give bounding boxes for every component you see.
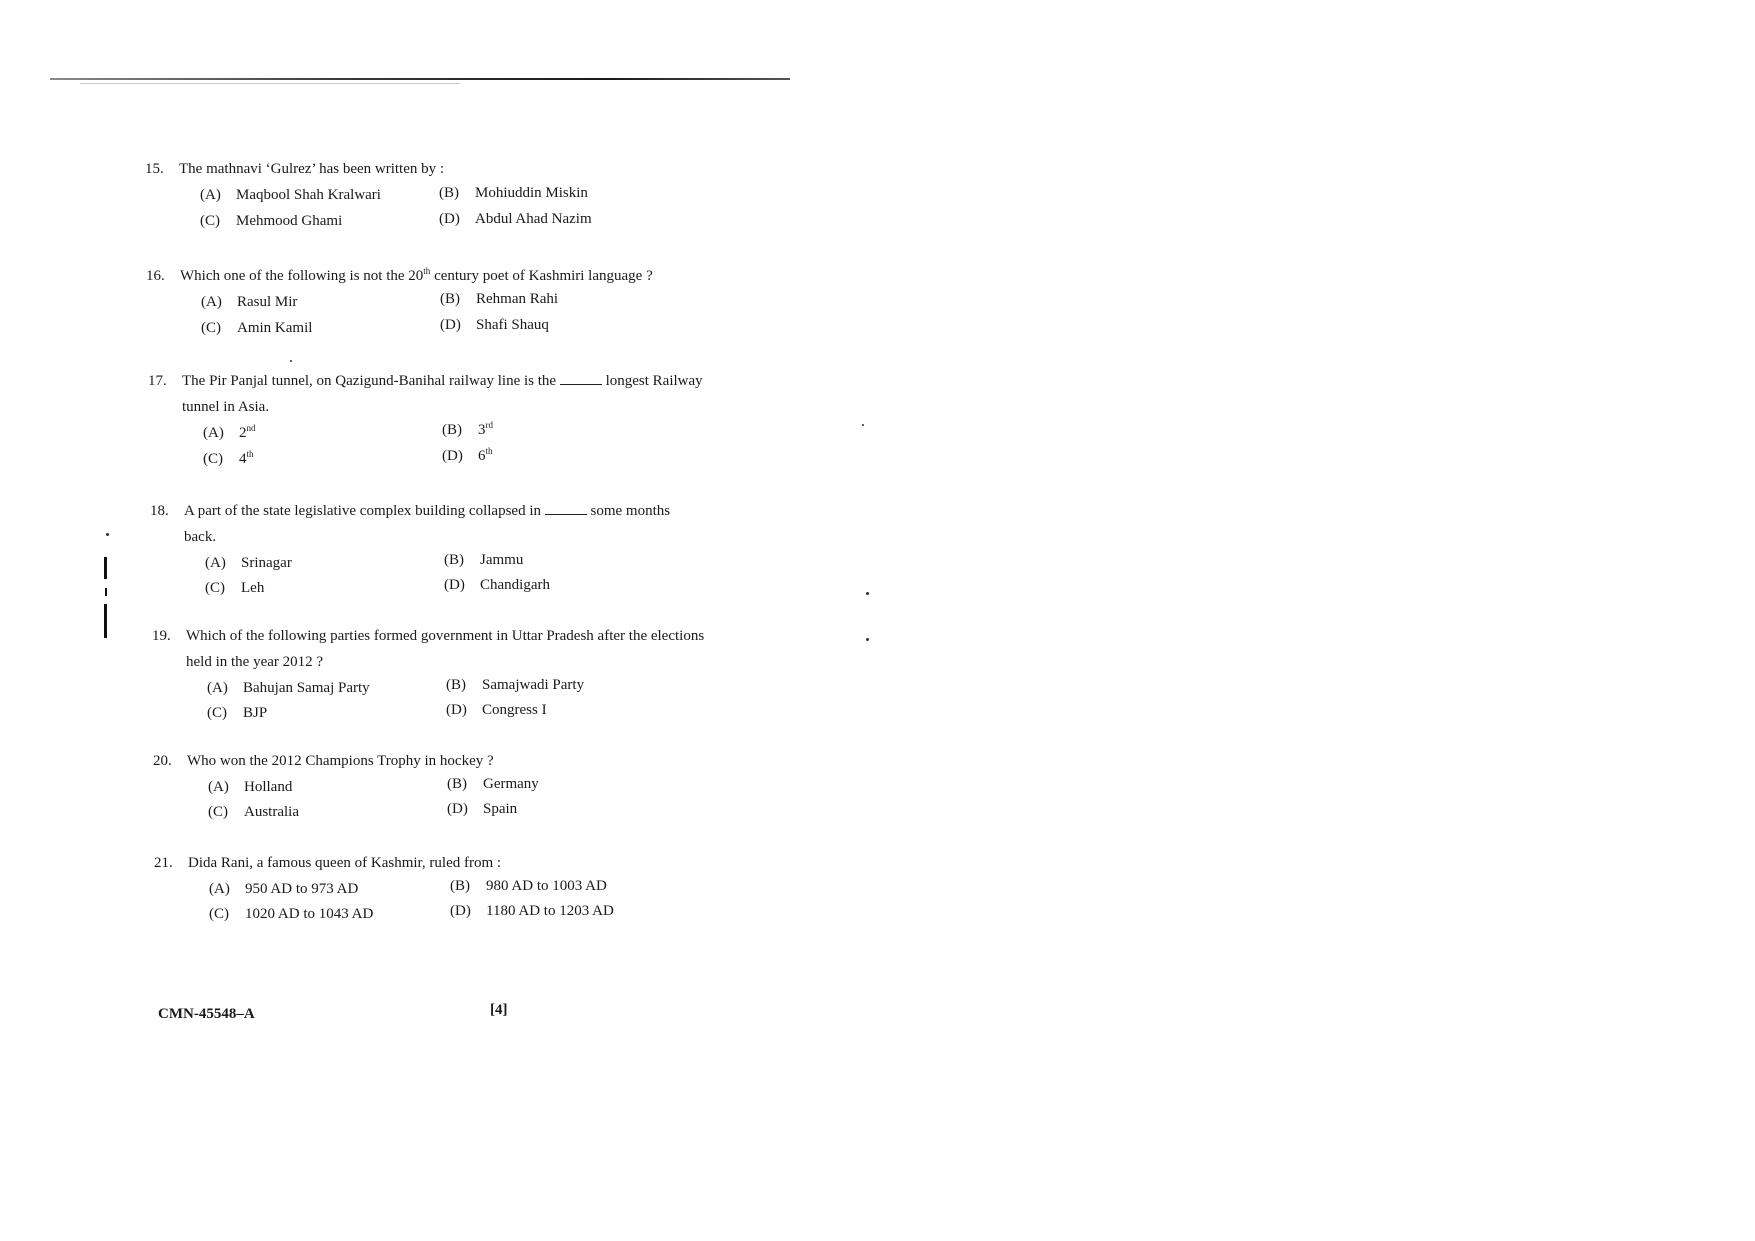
option-d: (D) Abdul Ahad Nazim — [439, 211, 592, 227]
scan-dot — [106, 533, 109, 536]
question-number: 17. — [148, 373, 167, 389]
question-18 — [150, 500, 730, 606]
question-text: Which one of the following is not the 20th century poet of Kashmiri language ? — [180, 266, 653, 284]
question-number: 15. — [145, 161, 164, 177]
scan-dot — [866, 592, 869, 595]
question-text-line2: held in the year 2012 ? — [186, 654, 324, 670]
question-text: A part of the state legislative complex building collapsed in some months — [184, 500, 670, 522]
answer-blank — [545, 500, 587, 515]
option-b: (B) 3rd — [442, 420, 493, 438]
question-text-line2: back. — [184, 529, 217, 545]
scan-mark — [104, 604, 107, 638]
option-a: (A) 950 AD to 973 AD — [209, 881, 359, 897]
question-16 — [146, 265, 706, 345]
option-a: (A) 2nd — [203, 423, 256, 441]
question-21 — [154, 852, 734, 932]
page-number: [4] — [490, 1002, 508, 1018]
question-text: Who won the 2012 Champions Trophy in hockey ? — [187, 753, 494, 769]
option-c: (C) 4th — [203, 449, 254, 467]
option-b: (B) 980 AD to 1003 AD — [450, 878, 607, 894]
question-text: The mathnavi ‘Gulrez’ has been written by : — [179, 161, 445, 177]
scan-dot — [862, 424, 864, 426]
option-b: (B) Mohiuddin Miskin — [439, 185, 588, 201]
option-a: (A) Maqbool Shah Kralwari — [200, 187, 381, 203]
option-a: (A) Srinagar — [205, 555, 292, 571]
option-b: (B) Samajwadi Party — [446, 677, 585, 693]
option-c: (C) 1020 AD to 1043 AD — [209, 906, 374, 922]
question-19 — [152, 625, 752, 731]
option-a: (A) Holland — [208, 779, 293, 795]
header-rule — [50, 78, 790, 80]
paper-code: CMN-45548–A — [158, 1006, 255, 1022]
scan-dot — [290, 360, 292, 362]
option-b: (B) Jammu — [444, 552, 524, 568]
question-number: 21. — [154, 855, 173, 871]
option-b: (B) Rehman Rahi — [440, 291, 559, 307]
question-number: 18. — [150, 503, 169, 519]
question-15 — [145, 158, 705, 238]
scan-dot — [866, 638, 869, 641]
option-c: (C) Mehmood Ghami — [200, 213, 343, 229]
option-c: (C) Amin Kamil — [201, 320, 313, 336]
question-20 — [153, 750, 733, 830]
answer-blank — [560, 370, 602, 385]
scan-mark — [105, 588, 107, 596]
option-d: (D) 1180 AD to 1203 AD — [450, 903, 614, 919]
option-d: (D) Spain — [447, 801, 518, 817]
option-a: (A) Bahujan Samaj Party — [207, 680, 370, 696]
option-b: (B) Germany — [447, 776, 539, 792]
question-text-line2: tunnel in Asia. — [182, 399, 270, 415]
option-d: (D) Chandigarh — [444, 577, 550, 593]
question-text: Which of the following parties formed government in Uttar Pradesh after the elections — [186, 628, 705, 644]
question-number: 20. — [153, 753, 172, 769]
question-text: The Pir Panjal tunnel, on Qazigund-Banihal railway line is the longest Railway — [182, 370, 703, 392]
option-c: (C) Australia — [208, 804, 299, 820]
option-c: (C) BJP — [207, 705, 268, 721]
option-c: (C) Leh — [205, 580, 265, 596]
option-d: (D) Shafi Shauq — [440, 317, 549, 333]
option-a: (A) Rasul Mir — [201, 294, 298, 310]
option-d: (D) Congress I — [446, 702, 547, 718]
scan-mark — [104, 557, 107, 579]
header-rule-shadow — [80, 83, 460, 84]
question-number: 16. — [146, 268, 165, 284]
question-17 — [148, 370, 728, 476]
question-number: 19. — [152, 628, 171, 644]
question-text: Dida Rani, a famous queen of Kashmir, ruled from : — [188, 855, 502, 871]
option-d: (D) 6th — [442, 446, 493, 464]
